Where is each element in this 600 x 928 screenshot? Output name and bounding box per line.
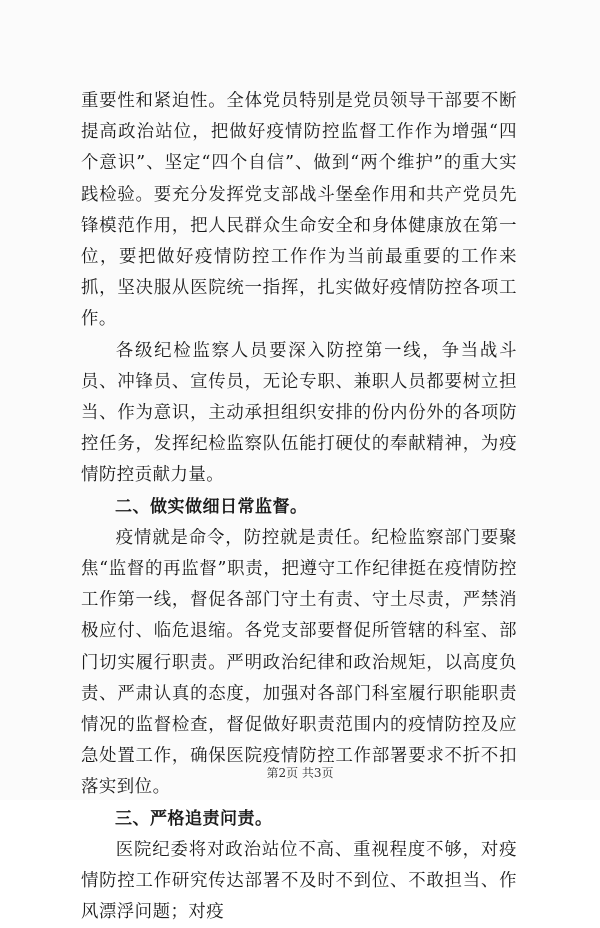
section-heading-3: 三、严格追责问责。 <box>115 808 273 829</box>
paragraph-continued: 重要性和紧迫性。全体党员特别是党员领导干部要不断提高政治站位，把做好疫情防控监督工作作为增强“四个意识”、坚定“四个自信”、做到“两个维护”的重大实践检验。要充分发挥党支部战斗堡垒作用和共产党员先锋模范作用，把人民群众生命安全和身体健康放在第一位，要把做好疫情防控工作作为当前最重要的工作来抓，坚决服从医院统一指挥，扎实做好疫情防控各项工作。 <box>81 91 517 330</box>
section-heading-2: 二、做实做细日常监督。 <box>115 496 308 517</box>
paragraph-accountability: 医院纪委将对政治站位不高、重视程度不够，对疫情防控工作研究传达部署不及时不到位、不敢担当、作风漂浮问题；对疫 <box>81 839 517 923</box>
paragraph-disciplinary-staff: 各级纪检监察人员要深入防控第一线，争当战斗员、冲锋员、宣传员，无论专职、兼职人员都要树立担当、作为意识，主动承担组织安排的份内份外的各项防控任务，发挥纪检监察队伍能打硬仗的奉献精神，为疫情防控贡献力量。 <box>81 340 517 486</box>
paragraph-daily-supervision: 疫情就是命令，防控就是责任。纪检监察部门要聚焦“监督的再监督”职责，把遵守工作纪律挺在疫情防控工作第一线，督促各部门守土有责、守土尽责，严禁消极应付、临危退缩。各党支部要督促所管辖的科室、部门切实履行职责。严明政治纪律和政治规矩，以高度负责、严肃认真的态度，加强对各部门科室履行职能职责情况的监督检查，督促做好职责范围内的疫情防控及应急处置工作，确保医院疫情防控工作部署要求不折不扣落实到位。 <box>81 527 517 798</box>
document-body <box>81 86 517 928</box>
page-number-footer: 第2页 共3页 <box>266 766 334 780</box>
